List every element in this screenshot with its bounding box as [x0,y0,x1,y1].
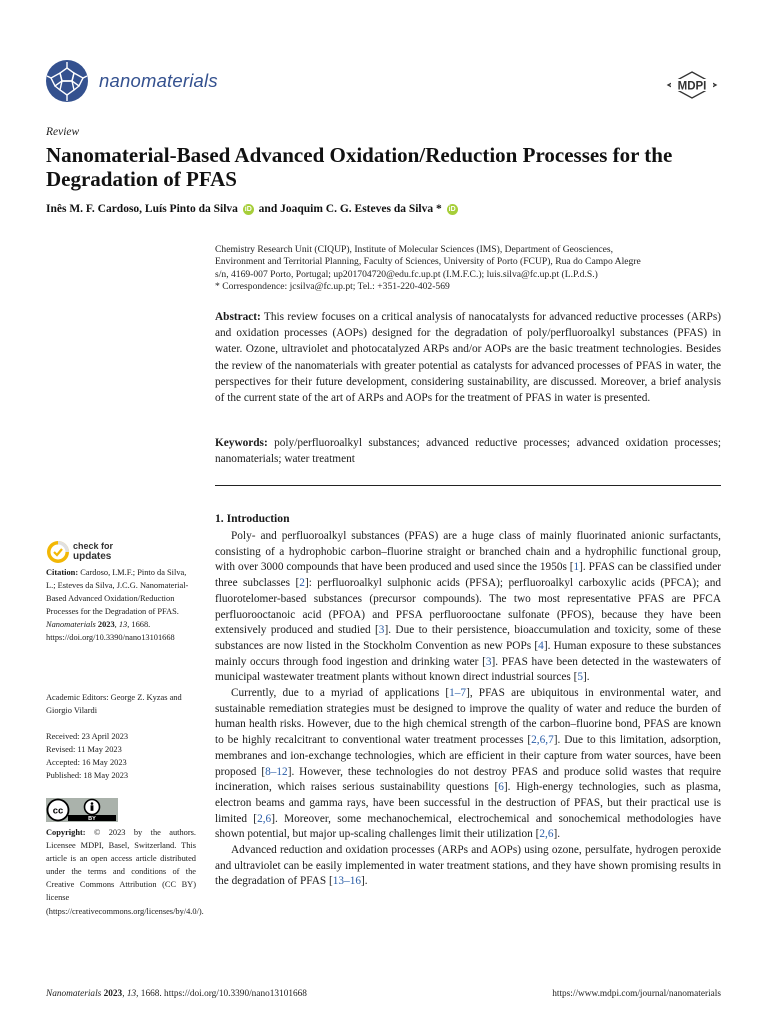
copyright-text: © 2023 by the authors. Licensee MDPI, Basel, Switzerland. This article is an open access article distributed under the terms and conditions of the Creative Commons Attribution (CC BY) license (https://creativecommons.org/licenses/by/4.0/). [46,828,204,916]
authors-part-2: and Joaquim C. G. Esteves da Silva * [258,203,442,215]
citation-link[interactable]: 8–12 [265,765,288,778]
mdpi-logo-text: MDPI [677,80,707,93]
received-date: Received: 23 April 2023 [46,732,129,741]
citation-journal: Nanomaterials [46,620,96,630]
orcid-icon[interactable]: iD [244,206,252,213]
revised-date: Revised: 11 May 2023 [46,745,122,755]
citation-link[interactable]: 3 [485,655,492,668]
cc-by-license-icon[interactable] [46,798,118,822]
affiliation-line: Environment and Territorial Planning, Faculty of Sciences, University of Porto (FCUP), Rua do Campo Alegre [215,256,641,268]
footer-journal: Nanomaterials [46,989,102,999]
footer-citation: Nanomaterials 2023, 13, 1668. https://doi.org/10.3390/nano13101668 [46,989,307,999]
footer-journal-url[interactable]: https://www.mdpi.com/journal/nanomaterials [552,989,721,999]
paragraph-3: Advanced reduction and oxidation processes (ARPs and AOPs) using ozone, persulfate, hydrogen peroxide and ultraviolet can be easily implemented in water treatment stations, and they have shown promising results in the degradation of PFAS [13–16]. [215,844,721,888]
check-updates-label [73,542,113,561]
by-text: BY [88,816,96,822]
keywords [215,435,721,467]
citation-block: Citation: Cardoso, I.M.F.; Pinto da Silva, L.; Esteves da Silva, J.C.G. Nanomaterial-Based Advanced Oxidation/Reduction Processes for the Degradation of PFAS. Nanomaterials 2023, 13, 1668. https://doi.org/10.3390/nano13101668 [46,568,189,643]
journal-logo-icon [44,58,90,104]
accepted-date: Accepted: 16 May 2023 [46,758,127,768]
paragraph-1: Poly- and perfluoroalkyl substances (PFAS) are a huge class of mainly fluorinated anionic surfactants, consisting of a hydrophobic carbon–fluorine straight or branched chain and a hydrophilic functional group, with over 3000 compounds that have been produced and used since the 1950s [1]. PFAS can be classified under three subclasses [2]: perfluoroalkyl sulphonic acids (PFSA); perfluoroalkyl carboxylic acids (PFCA); and fluorotelomer-based substances (precursor compounds). The two most representative PFAS are PFCA perfluorooctanoic acid (PFOA) and PFSA perfluorooctane sulfonate (PFOS), because they have been extensively produced and studied [3]. Due to their persistence, bioaccumulation and toxicity, some of these substances are now listed in the Stockholm Convention as new POPs [4]. Human exposure to these substances mainly occurs through food ingestion and drinking water [3]. PFAS have been detected in the wastewaters of municipal wastewater treatment plants without known direct industrial sources [5]. [215,530,721,684]
copyright-label: Copyright: [46,828,86,837]
citation-link[interactable]: 2,6 [539,828,554,841]
copyright-notice [46,826,204,918]
mdpi-logo [665,70,719,100]
affiliation-block [215,244,725,293]
citation-doi[interactable]: , 1668. https://doi.org/10.3390/nano13101668 [46,620,175,643]
footer-volume: 13 [126,989,137,999]
check-updates-line2: updates [73,550,112,562]
check-for-updates-button[interactable] [46,540,136,566]
journal-name: nanomaterials [99,70,218,91]
citation-text: Cardoso, I.M.F.; Pinto da Silva, L.; Esteves da Silva, J.C.G. Nanomaterial-Based Advanced Oxidation/Reduction Processes for the Degradation of PFAS. [46,568,189,617]
correspondence-line: * Correspondence: jcsilva@fc.up.pt; Tel.: +351-220-402-569 [215,280,450,292]
citation-label: Citation: [46,568,79,577]
citation-link[interactable]: 1–7 [449,687,467,700]
citation-link[interactable]: 2 [299,577,305,590]
section-heading: 1. Introduction [215,512,290,525]
published-date: Published: 18 May 2023 [46,771,129,781]
footer-year: 2023 [103,989,123,999]
introduction-body [215,529,721,890]
citation-volume: 13 [118,620,128,630]
abstract-text: This review focuses on a critical analysis of nanocatalysts for advanced reductive processes (ARPs) and oxidation processes (AOPs) designed for the degradation of poly/perfluoroalkyl substances (PFAS) in water. Ozone, ultraviolet and photocatalyzed ARPs and/or AOPs are the basic treatment technologies. Besides the review of the nanomaterials with greater potential as catalysts for advanced processes of PFAS in water, the perspectives for their future development, considering sustainability, are discussed. Moreover, a brief analysis of the current state of the art of ARPs and AOPs for the treatment of PFAS in water is presented. [215,311,721,405]
abstract [215,309,721,406]
citation-link[interactable]: 4 [538,639,544,652]
keywords-label: Keywords: [215,437,268,449]
divider [215,485,721,486]
article-type: Review [46,126,80,138]
citation-link[interactable]: 6 [498,781,504,794]
citation-link[interactable]: 2,6,7 [531,734,554,747]
affiliation-line: Chemistry Research Unit (CIQUP), Institute of Molecular Sciences (IMS), Department of Geosciences, [215,244,614,255]
paragraph-2: Currently, due to a myriad of applications [1–7], PFAS are ubiquitous in environmental water, and sustainable remediation strategies must be designed to improve the quality of water and reduce the burden of human health risks. However, due to the high chemical strength of the carbon–fluorine bond, PFAS are known to be highly recalcitrant to conventional water treatment processes [2,6,7]. Due to this limitation, adsorption, membranes and ion-exchange technologies, which are efficient in their capture from water sources, have been proposed [8–12]. However, these technologies do not destroy PFAS and produce solid wastes that require incineration, which raises serious sustainability questions [6]. High-energy technologies, such as plasma, electron beams and gamma rays, have been successful in the destruction of PFAS, but their practical use is limited [2,6]. Moreover, some mechanochemical, electrochemical and sonochemical methodologies have shown potential, but major up-scaling challenges limit their utilization [2,6]. [215,687,721,841]
citation-link[interactable]: 3 [378,624,385,637]
citation-link[interactable]: 2,6 [257,812,272,825]
academic-editors: Academic Editors: George Z. Kyzas and Giorgio Vilardi [46,693,182,716]
check-updates-icon [46,540,70,564]
authors-part-1: Inês M. F. Cardoso, Luís Pinto da Silva [46,203,238,215]
cc-text: cc [52,805,64,817]
citation-link[interactable]: 13–16 [332,875,362,888]
author-list [46,203,460,215]
citation-year: 2023 [97,620,115,630]
citation-link[interactable]: 5 [577,671,584,684]
footer-doi[interactable]: , 1668. https://doi.org/10.3390/nano13101668 [136,989,307,999]
article-title: Nanomaterial-Based Advanced Oxidation/Reduction Processes for the Degradation of PFAS [46,143,673,191]
publication-dates [46,730,196,782]
keywords-text: poly/perfluoroalkyl substances; advanced reductive processes; advanced oxidation processes; nanomaterials; water treatment [215,437,721,466]
citation-link[interactable]: 1 [573,561,580,574]
check-updates-line1: check for [73,541,114,551]
affiliation-line: s/n, 4169-007 Porto, Portugal; up201704720@edu.fc.up.pt (I.M.F.C.); luis.silva@fc.up.pt (L.P.d.S.) [215,268,598,280]
abstract-label: Abstract: [215,311,261,323]
orcid-icon[interactable]: iD [448,206,456,213]
